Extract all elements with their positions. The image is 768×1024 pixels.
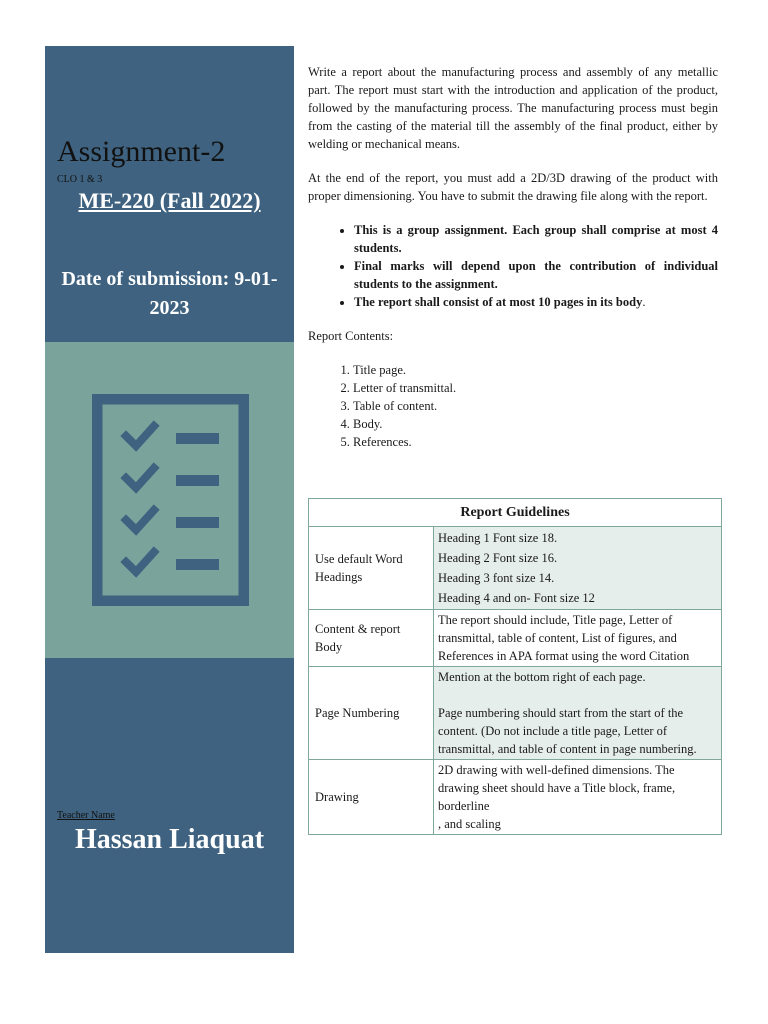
- list-item: 5. References.: [353, 433, 718, 451]
- guideline-description: Heading 1 Font size 18. Heading 2 Font size 16. Heading 3 font size 14. Heading 4 and on- Font size 12: [434, 527, 722, 610]
- guideline-label: Content & report Body: [309, 610, 434, 667]
- table-row: [309, 610, 722, 667]
- table-row: [309, 527, 722, 610]
- guidelines-table: [308, 498, 722, 835]
- list-item: 2. Letter of transmittal.: [353, 379, 718, 397]
- list-item: • The report shall consist of at most 10 pages in its body.: [354, 293, 718, 311]
- table-row: [309, 760, 722, 835]
- assignment-body: [308, 63, 718, 451]
- guideline-label: Use default Word Headings: [309, 527, 434, 610]
- list-item: 1. Title page.: [353, 361, 718, 379]
- drawing-paragraph: At the end of the report, you must add a 2D/3D drawing of the product with proper dimensioning. You have to submit the drawing file along with the report.: [308, 171, 718, 203]
- list-item: 3. Table of content.: [353, 397, 718, 415]
- guideline-label: Page Numbering: [309, 667, 434, 760]
- checklist-icon: [92, 394, 249, 606]
- clo-label: CLO 1 & 3: [57, 174, 103, 185]
- submission-date: Date of submission: 9-01-2023: [61, 268, 278, 319]
- intro-paragraph: Write a report about the manufacturing process and assembly of any metallic part. The report must start with the introduction and application of the product, followed by the manufacturing process. The manufacturing process must begin from the casting of the material till the assembly of the final product, either by welding or mechanical means.: [308, 65, 718, 151]
- teacher-name: Hassan Liaquat: [74, 824, 265, 855]
- report-contents-list: [308, 361, 718, 451]
- cover-sidebar: [45, 46, 294, 953]
- teacher-label: Teacher Name: [57, 810, 115, 821]
- guideline-description: Mention at the bottom right of each page. Page numbering should start from the start of the content. (Do not include a title page, Letter of transmittal, and table of content in page numbering.: [434, 667, 722, 760]
- course-code: ME-220 (Fall 2022): [78, 188, 261, 213]
- rules-list: [308, 221, 718, 311]
- list-item: • Final marks will depend upon the contribution of individual students to the assignment.: [354, 257, 718, 293]
- guideline-label: Drawing: [309, 760, 434, 835]
- guideline-description: The report should include, Title page, Letter of transmittal, table of content, List of figures, and References in APA format using the word Citation: [434, 610, 722, 667]
- guideline-description: 2D drawing with well-defined dimensions. The drawing sheet should have a Title block, frame, borderline , and scaling: [434, 760, 722, 835]
- list-item: 4. Body.: [353, 415, 718, 433]
- guidelines-heading: Report Guidelines: [309, 499, 722, 527]
- report-contents-label: Report Contents:: [308, 329, 394, 343]
- cover-bottom-band: [45, 658, 294, 953]
- table-row: [309, 667, 722, 760]
- assignment-title: Assignment-2: [57, 135, 226, 168]
- list-item: • This is a group assignment. Each group shall comprise at most 4 students.: [354, 221, 718, 257]
